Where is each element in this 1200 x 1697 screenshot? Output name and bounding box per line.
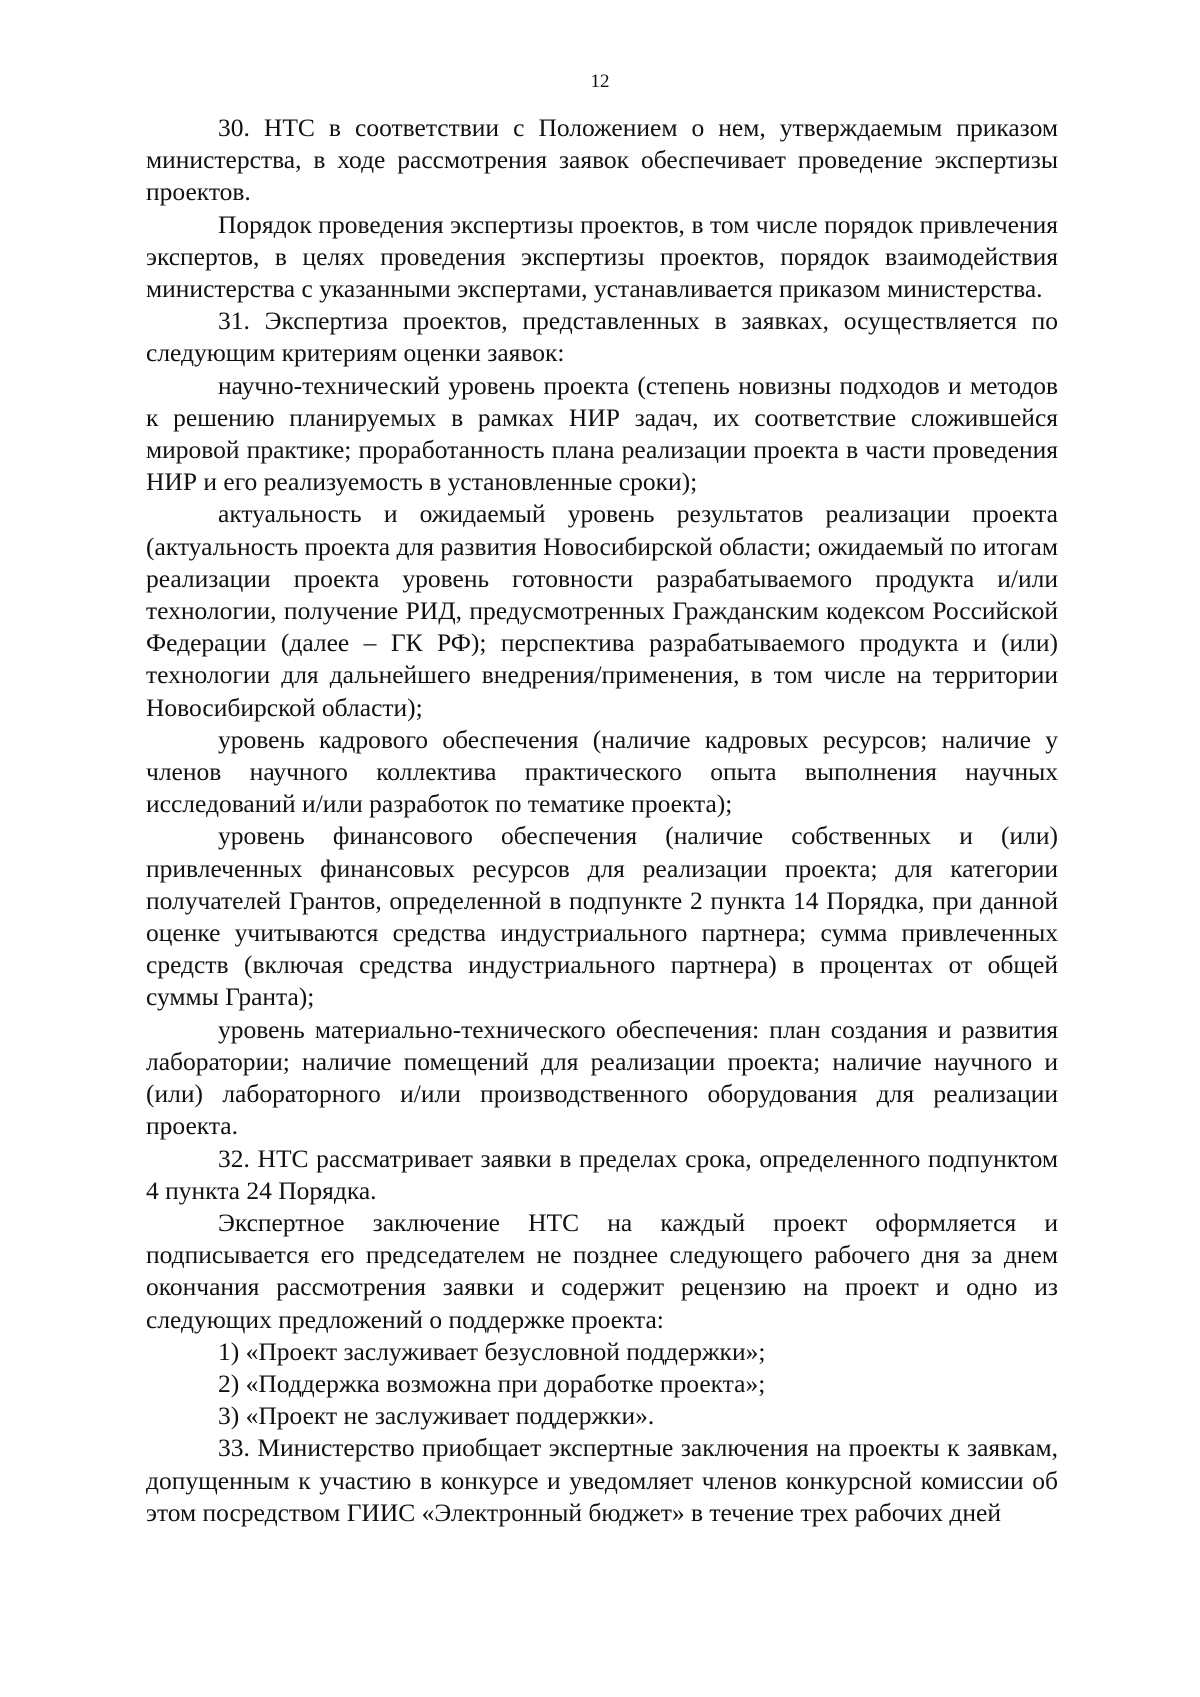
criterion-staffing: уровень кадрового обеспечения (наличие кадровых ресурсов; наличие у членов научного коллектива практического опыта выполнения научных исследований и/или разработок по тематике проекта); [146,724,1058,819]
paragraph-30: 30. НТС в соответствии с Положением о нем, утверждаемым приказом министерства, в ходе рассмотрения заявок обеспечивает проведение экспертизы проектов. [146,113,1058,207]
paragraph-32: 32. НТС рассматривает заявки в пределах срока, определенного подпунктом 4 пункта 24 Порядка. [146,1143,1058,1205]
proposal-option-2: 2) «Поддержка возможна при доработке проекта»; [218,1368,766,1398]
paragraph-expertise-procedure: Порядок проведения экспертизы проектов, в том числе порядок привлечения экспертов, в целях проведения экспертизы проектов, порядок взаимодействия министерства с указанными экспертами, устанавливается приказом министерства. [146,209,1058,304]
criterion-material-technical: уровень материально-технического обеспечения: план создания и развития лаборатории; наличие помещений для реализации проекта; наличие научного и (или) лабораторного и/или производственного оборудования для реализации проекта. [146,1014,1058,1141]
proposal-option-1: 1) «Проект заслуживает безусловной поддержки»; [218,1336,766,1366]
paragraph-33: 33. Министерство приобщает экспертные заключения на проекты к заявкам, допущенным к участию в конкурсе и уведомляет членов конкурсной комиссии об этом посредством ГИИС «Электронный бюджет» в течение трех рабочих дней [146,1433,1058,1527]
paragraph-expert-conclusion: Экспертное заключение НТС на каждый проект оформляется и подписывается его председателем не позднее следующего рабочего дня за днем окончания рассмотрения заявки и содержит рецензию на проект и одно из следующих предложений о поддержке проекта: [146,1207,1058,1334]
paragraph-31: 31. Экспертиза проектов, представленных в заявках, осуществляется по следующим критериям оценки заявок: [146,306,1058,368]
criterion-relevance: актуальность и ожидаемый уровень результатов реализации проекта (актуальность проекта для развития Новосибирской области; ожидаемый по итогам реализации проекта уровень готовности разрабатываемого продукта и/или технологии, получение РИД, предусмотренных Гражданским кодексом Российской Федерации (далее – ГК РФ); перспектива разрабатываемого продукта и (или) технологии для дальнейшего внедрения/применения, в том числе на территории Новосибирской области); [146,499,1058,722]
criterion-financing: уровень финансового обеспечения (наличие собственных и (или) привлеченных финансовых ресурсов для реализации проекта; для категории получателей Грантов, определенной в подпункте 2 пункта 14 Порядка, при данной оценке учитываются средства индустриального партнера; сумма привлеченных средств (включая средства индустриального партнера) в процентах от общей суммы Гранта); [146,821,1058,1012]
proposal-option-3: 3) «Проект не заслуживает поддержки». [218,1401,655,1431]
page-number: 12 [590,71,610,92]
criterion-scientific-technical-level: научно-технический уровень проекта (степень новизны подходов и методов к решению планируемых в рамках НИР задач, их соответствие сложившейся мировой практике; проработанность плана реализации проекта в части проведения НИР и его реализуемость в установленные сроки); [146,370,1058,497]
document-body [146,112,1058,1529]
